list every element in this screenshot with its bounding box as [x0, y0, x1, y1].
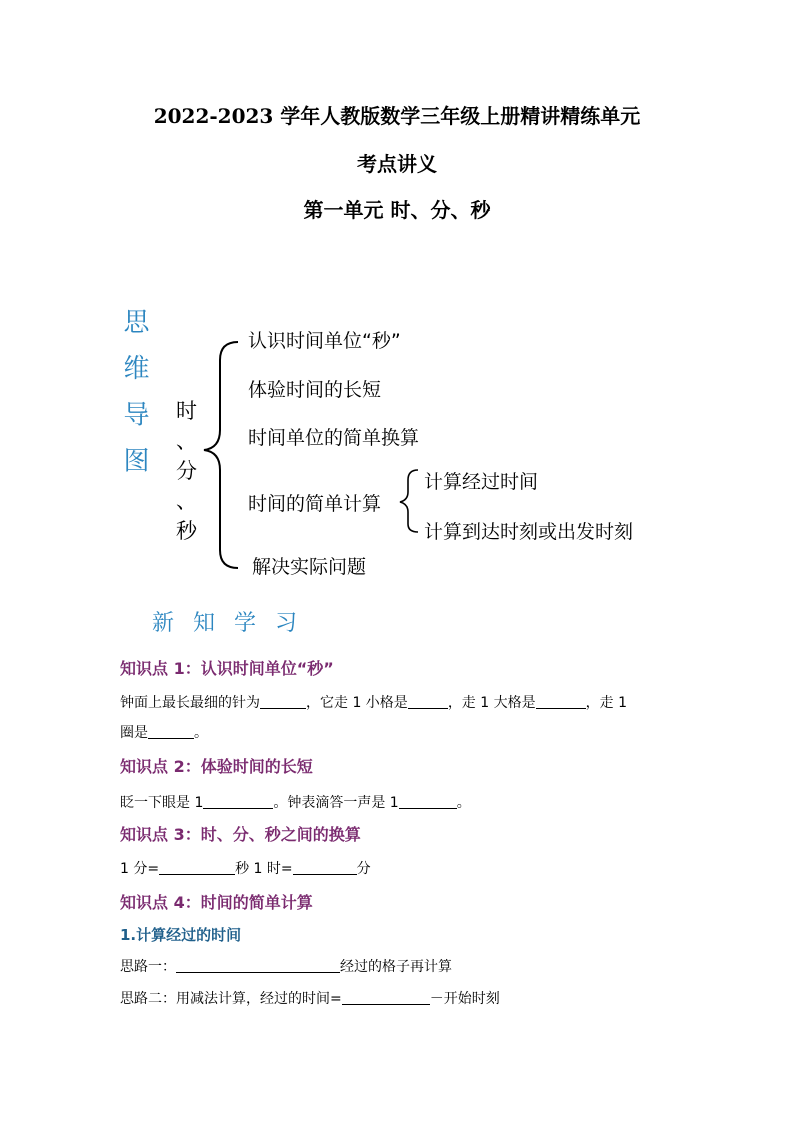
mind-map-label: 思 维 导 图 — [119, 308, 149, 479]
branch-seconds: 认识时间单位“秒” — [248, 330, 401, 352]
sub-branch-arrival: 计算到达时刻或出发时刻 — [424, 521, 634, 543]
document-title: 2022-2023 学年人教版数学三年级上册精讲精练单元 — [153, 104, 641, 128]
mind-map-root: 时 、 分 、 秒 — [176, 399, 197, 543]
knowledge-point-3-text: 1 分= 秒 1 时= 分 — [120, 861, 371, 877]
branch-practical: 解决实际问题 — [252, 556, 367, 578]
answer-blank[interactable] — [203, 794, 273, 809]
unit-title: 第一单元 时、分、秒 — [303, 198, 491, 222]
knowledge-point-1-text: 钟面上最长最细的针为 ，它走 1 小格是 ，走 1 大格是 ，走 1 — [120, 695, 627, 711]
knowledge-point-3-title: 知识点 3：时、分、秒之间的换算 — [120, 825, 361, 844]
sub-branch-elapsed: 计算经过时间 — [424, 471, 539, 493]
answer-blank[interactable] — [176, 958, 340, 973]
idea-2: 思路二：用减法计算，经过的时间= －开始时刻 — [120, 991, 500, 1007]
knowledge-point-1-text-cont: 圈是 。 — [120, 725, 208, 741]
knowledge-point-2-title: 知识点 2：体验时间的长短 — [120, 757, 313, 776]
section-title: 新 知 学 习 — [152, 611, 303, 636]
answer-blank[interactable] — [159, 860, 235, 875]
branch-calculation: 时间的简单计算 — [248, 493, 382, 515]
idea-1: 思路一： 经过的格子再计算 — [120, 959, 452, 975]
document-subtitle: 考点讲义 — [357, 152, 437, 176]
knowledge-point-4-title: 知识点 4：时间的简单计算 — [120, 893, 313, 912]
sub-heading-elapsed-time: 1.计算经过的时间 — [120, 926, 242, 944]
answer-blank[interactable] — [399, 794, 457, 809]
mind-map — [0, 300, 794, 590]
branch-experience: 体验时间的长短 — [248, 379, 382, 401]
branch-conversion: 时间单位的简单换算 — [248, 427, 420, 449]
answer-blank[interactable] — [148, 724, 194, 739]
answer-blank[interactable] — [260, 694, 306, 709]
answer-blank[interactable] — [408, 694, 448, 709]
answer-blank[interactable] — [293, 860, 357, 875]
answer-blank[interactable] — [342, 990, 430, 1005]
knowledge-point-1-title: 知识点 1：认识时间单位“秒” — [120, 659, 334, 678]
answer-blank[interactable] — [536, 694, 586, 709]
knowledge-point-2-text: 眨一下眼是 1 。钟表滴答一声是 1 。 — [120, 795, 471, 811]
